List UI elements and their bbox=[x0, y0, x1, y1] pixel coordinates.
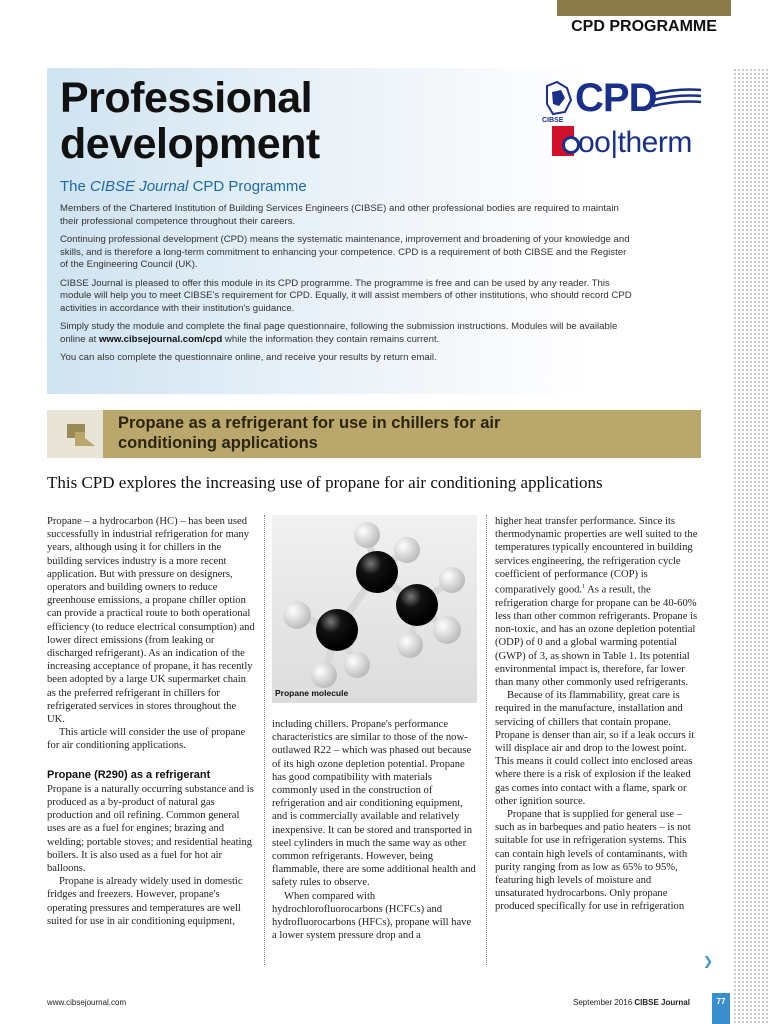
intro-paragraph-2: Continuing professional development (CPD) means the systematic maintenance, improvement and broadening of your knowledge and skills, and is therefore a long-term commitment to enhancing your competence. CPD is a requirement of both CIBSE and the Register of the Engineering Council (UK). bbox=[60, 234, 630, 270]
programme-subtitle bbox=[60, 178, 307, 195]
footer-website[interactable]: www.cibsejournal.com bbox=[47, 998, 127, 1007]
intro-paragraph-1: Members of the Chartered Institution of Building Services Engineers (CIBSE) and other professional bodies are required to maintain their professional competence throughout their careers. bbox=[60, 203, 619, 227]
body-paragraph: Propane – a hydrocarbon (HC) – has been used successfully in industrial refrigeration for many years, although using it for chillers in the building services industry is a more recent application. But with pressure on designers, operators and building owners to reduce greenhouse emissions, a propane chiller option can provide a practical route to both operational efficiency (to reduce electrical consumption) and lower direct emissions (from leaking or discharged refrigerant). As an indication of the increasing acceptance of propane, it has recently been adopted by a large UK supermarket chain as the preferred refrigerant in chillers for refrigerated services in stores throughout the UK. bbox=[47, 516, 255, 726]
dotted-margin-pattern bbox=[733, 68, 768, 1024]
intro-p4-text: Simply study the module and complete the final page questionnaire, following the submission instructions. Modules will be available online at bbox=[60, 321, 618, 345]
section-label: CPD PROGRAMME bbox=[571, 18, 717, 35]
footer-journal-name: CIBSE Journal bbox=[634, 998, 690, 1007]
body-paragraph: When compared with hydrochlorofluorocarbons (HCFCs) and hydrofluorocarbons (HFCs), propane will have a lower system pressure drop and a bbox=[272, 890, 472, 942]
propane-molecule-photo bbox=[272, 515, 477, 703]
column-divider-1 bbox=[264, 515, 265, 965]
intro-text bbox=[60, 203, 635, 371]
photo-caption: Propane molecule bbox=[275, 688, 349, 698]
cpd-website-link[interactable]: www.cibsejournal.com/cpd bbox=[98, 333, 223, 345]
footnote-reference: 1 bbox=[582, 584, 586, 591]
body-paragraph: Propane that is supplied for general use – such as in barbeques and patio heaters – is not suitable for use in refrigeration systems. This can contain high levels of contaminants, with purity ranging from as low as 65% to 95%, featuring high levels of moisture and unsaturated hydrocarbons. Only propane produced specifically for use in refrigeration bbox=[495, 809, 691, 913]
body-paragraph: Propane is a naturally occurring substance and is produced as a by-product of natural gas production and oil refining. Common general uses are as a fuel for engines; brazing and welding; portable stoves; and residential heating boilers. It is also used as a fuel for hot air balloons. bbox=[47, 783, 254, 875]
article-column-3 bbox=[495, 515, 700, 914]
cooltherm-logo-text: oo|therm bbox=[578, 126, 692, 159]
standfirst: This CPD explores the increasing use of propane for air conditioning applications bbox=[47, 473, 603, 492]
body-paragraph: including chillers. Propane's performance characteristics are similar to those of the now-outlawed R22 – which was phased out because of its high ozone depletion potential. Propane has good compatibility with materials commonly used in the construction of refrigeration and air conditioning equipment, and is commercially available and relatively inexpensive. It can be stored and transported in steel cylinders in much the same way as other common refrigerants. However, being flammable, there are some additional health and safety rules to observe. bbox=[272, 719, 476, 889]
footer-issue bbox=[573, 998, 690, 1007]
body-paragraph: This article will consider the use of propane for air conditioning applications. bbox=[47, 727, 246, 752]
cpd-logo-text: CPD bbox=[575, 76, 657, 120]
column-divider-2 bbox=[486, 515, 487, 965]
section-tab-bar bbox=[557, 0, 731, 16]
body-paragraph: Because of its flammability, great care is required in the manufacture, installation and servicing of chillers that contain propane. Propane is denser than air, so if a leak occurs it will displace air and drop to the lowest point. This means it could collect into enclosed areas where there is a risk of explosion if the leaked gas comes into contact with a flame, spark or other ignition source. bbox=[495, 690, 695, 807]
subtitle-prefix: The bbox=[60, 178, 91, 195]
intro-paragraph-3: CIBSE Journal is pleased to offer this module in its CPD programme. The programme is free and can be used by any reader. This module will help you to meet CIBSE's requirement for CPD. Equally, it will assist members of other institutions, who should record CPD activities in accordance with their institution's guidance. bbox=[60, 277, 632, 314]
section-heading: Propane (R290) as a refrigerant bbox=[47, 768, 211, 781]
body-paragraph: Propane is already widely used in domestic fridges and freezers. However, propane's operating pressures and temperatures are well suited for use in air conditioning equipment, bbox=[47, 876, 243, 927]
footer-date: September 2016 bbox=[573, 998, 635, 1007]
subtitle-suffix: CPD Programme bbox=[188, 178, 307, 195]
banner-corner-block bbox=[47, 410, 103, 458]
body-paragraph bbox=[495, 515, 700, 689]
article-column-1 bbox=[47, 515, 255, 928]
intro-p4-tail: while the information they contain remains current. bbox=[222, 333, 440, 345]
cibse-logo-text: CIBSE bbox=[542, 117, 564, 124]
continue-arrow-icon: ❯ bbox=[703, 954, 714, 968]
body-text: higher heat transfer performance. Since its thermodynamic properties are well suited to the temperatures typically encountered in building services engineering, the refrigeration cycle coefficient of performance (COP) is comparatively good. bbox=[495, 516, 698, 596]
article-title: Propane as a refrigerant for use in chillers for air conditioning applications bbox=[118, 414, 501, 452]
intro-paragraph-4 bbox=[60, 321, 635, 346]
propane-molecule-icon bbox=[272, 515, 477, 703]
body-text: As a result, the refrigeration charge for propane can be 40-60% less than other common refrigerants. Propane is non-toxic, and has an ozone depletion potential (ODP) of 0 and a global warming potential (GWP) of 3, as shown in Table 1. Its potential environmental impact is, therefore, far lower than many other commonly used refrigerants. bbox=[495, 584, 698, 688]
intro-paragraph-5: You can also complete the questionnaire online, and receive your results by return email. bbox=[60, 352, 437, 363]
page-number: 77 bbox=[712, 993, 730, 1024]
article-column-2 bbox=[272, 718, 477, 942]
page-title: Professional development bbox=[60, 74, 320, 168]
subtitle-journal: CIBSE Journal bbox=[90, 178, 189, 195]
banner-corner-icon bbox=[47, 410, 103, 458]
